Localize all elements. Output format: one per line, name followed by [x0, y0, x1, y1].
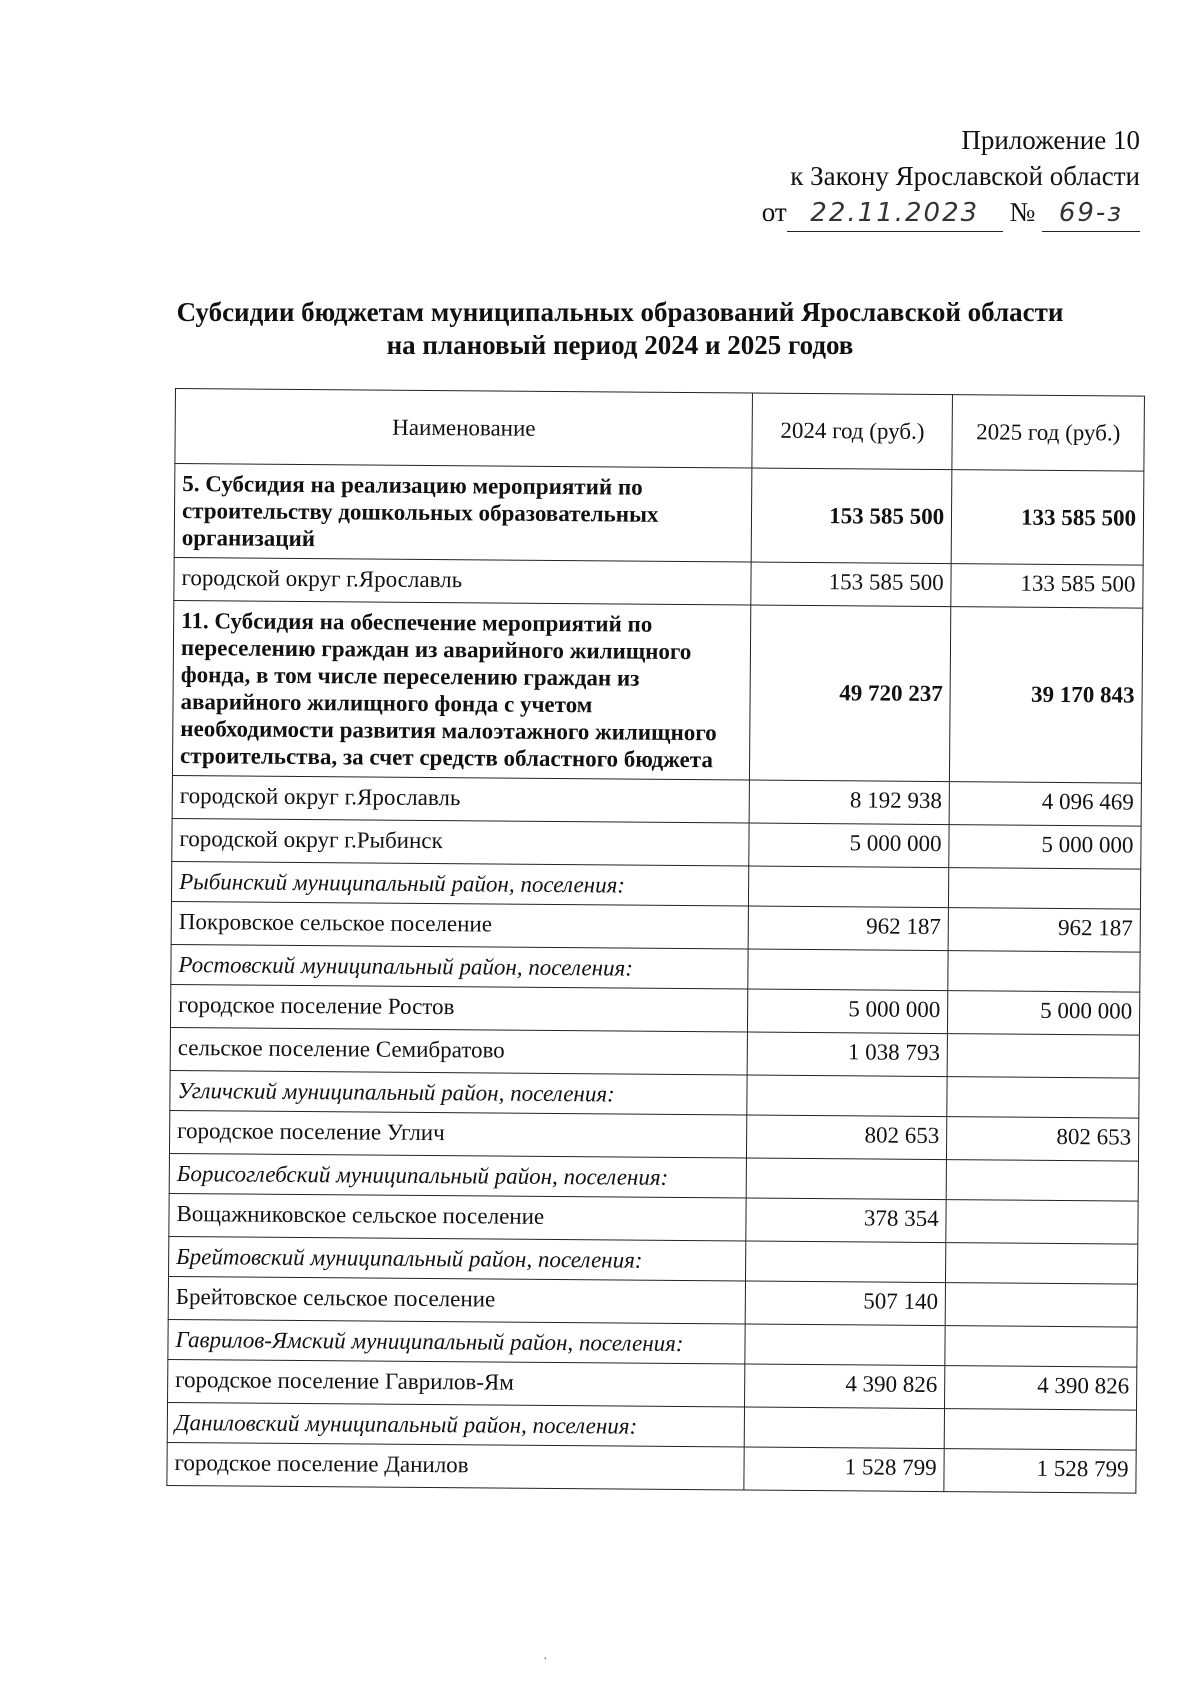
row-name: городское поселение Ростов	[170, 984, 748, 1032]
row-value-2024: 1 528 799	[744, 1447, 944, 1492]
row-value-2024: 802 653	[747, 1115, 947, 1160]
row-value-2025: 802 653	[947, 1117, 1139, 1162]
table-body	[167, 464, 1144, 1494]
number-label: №	[1009, 197, 1036, 227]
row-value-2025: 5 000 000	[949, 825, 1141, 870]
row-value-2025: 5 000 000	[948, 991, 1140, 1036]
row-value-2025	[946, 1160, 1138, 1202]
row-value-2025	[946, 1200, 1138, 1245]
row-value-2024: 962 187	[749, 906, 949, 951]
row-name: Вощажниковское сельское поселение	[169, 1193, 747, 1241]
header-2024: 2024 год (руб.)	[752, 393, 952, 470]
row-value-2024: 5 000 000	[749, 823, 949, 868]
row-value-2024: 4 390 826	[745, 1364, 945, 1409]
table-row	[168, 1359, 1137, 1410]
table-row	[171, 901, 1140, 952]
table-row	[174, 557, 1143, 608]
row-value-2024	[747, 1158, 947, 1200]
table-row	[172, 600, 1142, 783]
row-name: Ростовский муниципальный район, поселения:	[171, 944, 749, 989]
row-value-2025	[944, 1409, 1136, 1451]
row-name: Даниловский муниципальный район, поселения:	[167, 1402, 745, 1447]
table-row	[169, 1193, 1138, 1244]
row-value-2025: 4 390 826	[945, 1366, 1137, 1411]
from-label: от	[761, 197, 787, 227]
row-value-2025	[945, 1326, 1137, 1368]
table-row	[169, 1110, 1138, 1161]
row-value-2024	[747, 1075, 947, 1117]
row-name: сельское поселение Семибратово	[170, 1027, 748, 1075]
row-name: 11. Субсидия на обеспечение мероприятий по переселению граждан из аварийного жилищного фонда, в том числе переселению граждан из аварийного жилищного фонда с учетом необходимости развития малоэтажного жилищного строительства, за счет средств областного бюджета	[172, 600, 751, 780]
row-value-2024: 5 000 000	[748, 989, 948, 1034]
row-value-2024	[748, 949, 948, 991]
row-name: Брейтовский муниципальный район, поселения:	[169, 1236, 747, 1281]
row-name: городской округ г.Ярославль	[172, 775, 750, 823]
title-line-1: Субсидии бюджетам муниципальных образований Ярославской области	[176, 297, 1064, 327]
header-2025: 2025 год (руб.)	[952, 395, 1144, 472]
row-name: городской округ г.Ярославль	[174, 557, 752, 605]
row-value-2024: 153 585 500	[752, 468, 953, 564]
row-value-2024: 1 038 793	[748, 1032, 948, 1077]
row-value-2024: 8 192 938	[749, 780, 949, 825]
row-value-2025: 133 585 500	[951, 470, 1144, 566]
row-name: Покровское сельское поселение	[171, 901, 749, 949]
row-value-2024	[745, 1324, 945, 1366]
row-value-2025	[947, 1077, 1139, 1119]
row-name: городское поселение Данилов	[167, 1442, 745, 1490]
row-name: городской округ г.Рыбинск	[172, 818, 750, 866]
row-name: Борисоглебский муниципальный район, поселения:	[169, 1153, 747, 1198]
table-row	[168, 1276, 1137, 1327]
table-header-row	[175, 389, 1145, 472]
title-line-2: на плановый период 2024 и 2025 годов	[386, 330, 854, 360]
row-name: 5. Субсидия на реализацию мероприятий по строительству дошкольных образовательных организаций	[174, 464, 752, 563]
row-name: городское поселение Гаврилов-Ям	[168, 1359, 746, 1407]
row-value-2024	[745, 1407, 945, 1449]
scan-speck: ·	[543, 1652, 548, 1667]
annex-title: Приложение 10	[961, 125, 1140, 155]
table-row	[170, 984, 1139, 1035]
row-value-2024: 378 354	[746, 1198, 946, 1243]
handwritten-date: 22.11.2023	[787, 195, 1003, 232]
table-row	[167, 1442, 1136, 1493]
header-name: Наименование	[175, 389, 753, 469]
annex-date-line	[540, 194, 1140, 232]
row-value-2025	[946, 1243, 1138, 1285]
row-value-2024	[746, 1241, 946, 1283]
row-value-2025	[947, 1034, 1139, 1079]
row-value-2025: 962 187	[948, 908, 1140, 953]
row-name: городское поселение Углич	[169, 1110, 747, 1158]
row-name: Гаврилов-Ямский муниципальный район, поселения:	[168, 1319, 746, 1364]
row-value-2025	[945, 1283, 1137, 1328]
row-name: Рыбинский муниципальный район, поселения:	[171, 861, 749, 906]
row-value-2024	[749, 866, 949, 908]
subsidies-table	[166, 388, 1145, 1494]
annex-block	[540, 122, 1140, 232]
table-row	[172, 775, 1141, 826]
table-row	[170, 1027, 1139, 1078]
row-value-2025: 39 170 843	[950, 607, 1143, 784]
row-value-2024: 153 585 500	[751, 562, 951, 607]
row-value-2025	[948, 951, 1140, 993]
row-value-2024: 49 720 237	[750, 605, 951, 782]
annex-law: к Закону Ярославской области	[790, 161, 1140, 191]
table-row	[174, 464, 1144, 566]
row-value-2025	[949, 868, 1141, 910]
row-name: Брейтовское сельское поселение	[168, 1276, 746, 1324]
table-row	[172, 818, 1141, 869]
handwritten-number: 69-з	[1042, 195, 1140, 232]
row-value-2025: 133 585 500	[951, 564, 1143, 609]
document-title	[120, 296, 1120, 362]
row-value-2024: 507 140	[746, 1281, 946, 1326]
row-value-2025: 4 096 469	[949, 782, 1141, 827]
row-name: Угличский муниципальный район, поселения:	[170, 1070, 748, 1115]
row-value-2025: 1 528 799	[944, 1449, 1136, 1494]
